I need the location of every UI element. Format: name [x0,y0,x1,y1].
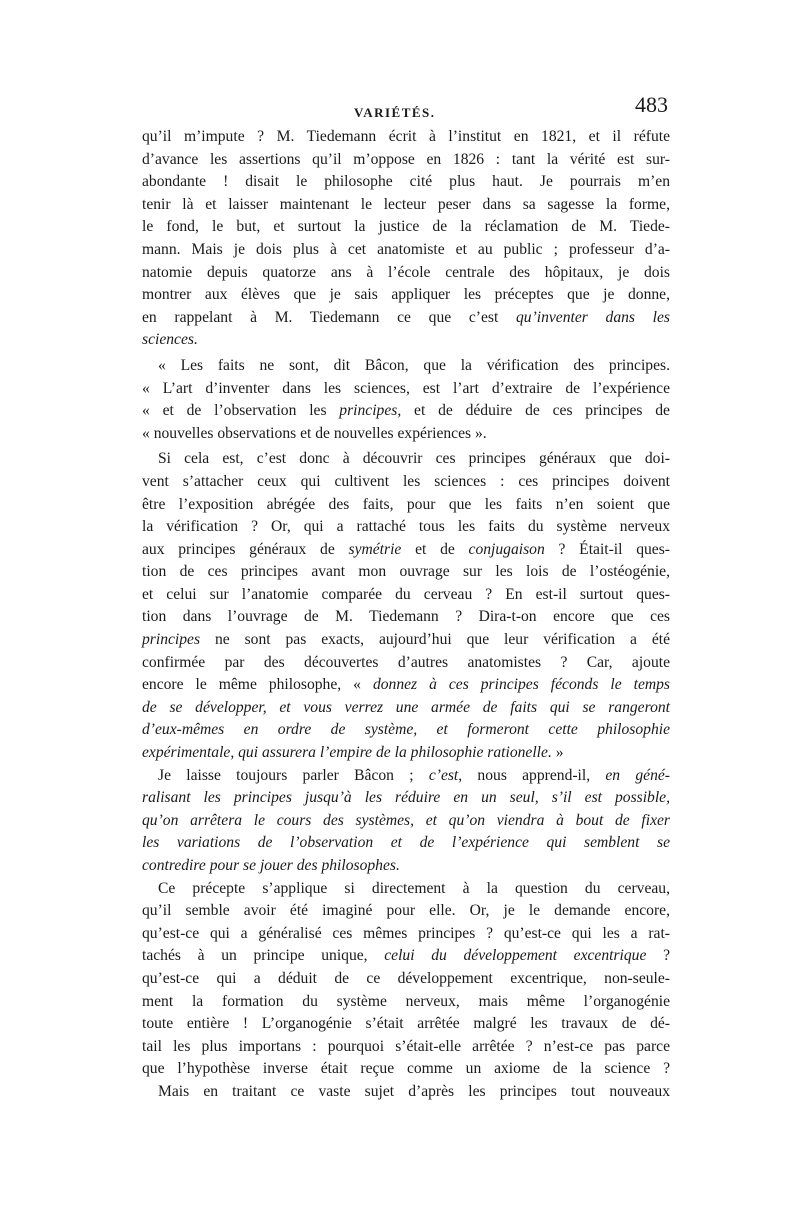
text-line: ralisant les principes jusqu’à les réduire en un seul, s’il est possible, [142,789,670,807]
text-line: les variations de l’observation et de l’expérience qui semblent se [142,834,670,852]
text-line: mann. Mais je dois plus à cet anatomiste et au public ; professeur d’a- [142,240,670,258]
text-line: tion dans l’ouvrage de M. Tiedemann ? Dira-t-on encore que ces [142,608,670,626]
text-line: qu’on arrêtera le cours des systèmes, et qu’on viendra à bout de fixer [142,811,670,829]
text-line: natomie depuis quatorze ans à l’école centrale des hôpitaux, je dois [142,263,670,281]
text-line: montrer aux élèves que je sais appliquer les préceptes que je donne, [142,286,670,304]
text-line: le fond, le but, et surtout la justice de la réclamation de M. Tiede- [142,218,670,236]
text-line: tenir là et laisser maintenant le lecteur peser dans sa sagesse la forme, [142,195,670,213]
text-line: Mais en traitant ce vaste sujet d’après les principes tout nouveaux [158,1082,670,1100]
text-line: qu’il m’impute ? M. Tiedemann écrit à l’institut en 1821, et il réfute [142,128,670,145]
text-line: expérimentale, qui assurera l’empire de la philosophie rationelle. » [142,744,564,762]
text-line: ment la formation du système nerveux, mais même l’organogénie [142,992,670,1010]
text-line: vent s’attacher ceux qui cultivent les sciences : ces principes doivent [142,472,670,490]
text-line: « Les faits ne sont, dit Bâcon, que la vérification des principes. [158,356,670,374]
text-line: sciences. [142,331,198,349]
text-line: d’avance les assertions qu’il m’oppose en 1826 : tant la vérité est sur- [142,150,670,168]
text-line: tail les plus importans : pourquoi s’était-elle arrêtée ? n’est-ce pas parce [142,1037,670,1055]
text-line: de se développer, et vous verrez une armée de faits qui se rangeront [142,698,670,716]
page-number: 483 [635,92,668,117]
text-line: qu’est-ce qui a généralisé ces mêmes principes ? qu’est-ce qui les a rat- [142,924,670,942]
text-line: Ce précepte s’applique si directement à la question du cerveau, [158,879,670,897]
text-line: « nouvelles observations et de nouvelles expériences ». [142,424,487,442]
text-line: principes ne sont pas exacts, aujourd’hui que leur vérification a été [142,631,670,649]
text-line: qu’il semble avoir été imaginé pour elle. Or, je le demande encore, [142,902,670,920]
text-line: encore le même philosophe, « donnez à ces principes féconds le temps [142,676,670,694]
text-line: d’eux-mêmes en ordre de système, et formeront cette philosophie [142,721,670,739]
text-line: la vérification ? Or, qui a rattaché tous les faits du système nerveux [142,518,670,536]
book-page [142,92,670,1104]
text-line: toute entière ! L’organogénie s’était arrêtée malgré les travaux de dé- [142,1015,670,1033]
text-line: tion de ces principes avant mon ouvrage sur les lois de l’ostéogénie, [142,563,670,581]
text-line: en rappelant à M. Tiedemann ce que c’est qu’inventer dans les [142,308,670,326]
text-line: Je laisse toujours parler Bâcon ; c’est, nous apprend-il, en géné- [158,766,670,784]
text-line: que l’hypothèse inverse était reçue comme un axiome de la science ? [142,1060,670,1078]
body-text [142,126,670,1104]
text-line: confirmée par des découvertes d’autres anatomistes ? Car, ajoute [142,653,670,671]
text-line: Si cela est, c’est donc à découvrir ces principes généraux que doi- [158,450,670,468]
text-line: « L’art d’inventer dans les sciences, est l’art d’extraire de l’expérience [142,379,670,397]
text-line: contredire pour se jouer des philosophes. [142,857,400,874]
text-line: et celui sur l’anatomie comparée du cerveau ? En est-il surtout ques- [142,585,670,603]
page-header [142,92,670,124]
text-line: abondante ! disait le philosophe cité plus haut. Je pourrais m’en [142,173,670,191]
text-line: aux principes généraux de symétrie et de conjugaison ? Était-il ques- [142,540,670,558]
text-line: qu’est-ce qui a déduit de ce développement excentrique, non-seule- [142,969,670,987]
running-title: VARIÉTÉS. [354,105,436,120]
text-line: « et de l’observation les principes, et de déduire de ces principes de [142,402,670,420]
text-line: être l’exposition abrégée des faits, pour que les faits n’en soient que [142,495,670,513]
text-line: tachés à un principe unique, celui du développement excentrique ? [142,947,670,965]
